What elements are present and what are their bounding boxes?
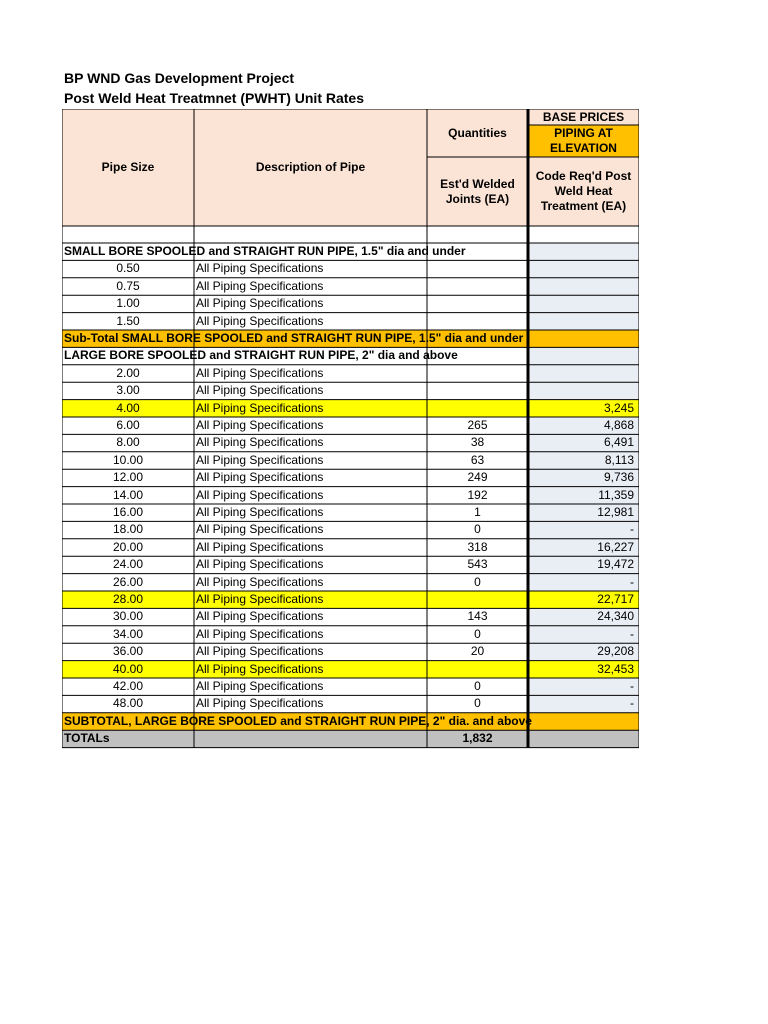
description-cell: All Piping Specifications <box>196 418 324 432</box>
description-cell: All Piping Specifications <box>196 365 324 380</box>
price-cell <box>528 365 639 382</box>
price-cell: 16,227 <box>528 539 639 556</box>
pipe-size-cell: 42.00 <box>112 679 144 693</box>
quantity-cell <box>427 295 528 312</box>
document-title: BP WND Gas Development Project <box>64 70 295 86</box>
quantity-cell: 0 <box>474 679 481 693</box>
price-cell: - <box>528 695 639 712</box>
quantity-cell: 0 <box>474 626 481 641</box>
description-cell: All Piping Specifications <box>196 278 324 293</box>
description-cell: All Piping Specifications <box>196 574 324 589</box>
header-description: Description of Pipe <box>194 109 427 226</box>
description-cell: All Piping Specifications <box>196 522 324 537</box>
pipe-size-cell: 48.00 <box>112 696 144 711</box>
pipe-size-cell: 4.00 <box>62 400 194 417</box>
description-cell: All Piping Specifications <box>196 383 324 398</box>
pipe-size-cell: 3.00 <box>116 383 140 398</box>
price-cell: 12,981 <box>528 504 639 521</box>
price-cell: 11,359 <box>528 487 639 504</box>
pipe-size-cell: 8.00 <box>116 435 140 450</box>
totals-label: TOTALs <box>62 730 194 747</box>
price-cell: - <box>528 626 639 643</box>
header-piping-elevation: PIPING AT ELEVATION <box>528 125 639 157</box>
pipe-size-cell: 0.50 <box>116 261 140 276</box>
section-header-large-bore: LARGE BORE SPOOLED and STRAIGHT RUN PIPE, 2" dia and above <box>64 348 458 363</box>
price-cell: 8,113 <box>528 452 639 469</box>
quantity-cell: 318 <box>467 539 488 554</box>
pipe-size-cell: 28.00 <box>62 591 194 608</box>
quantity-cell <box>427 591 528 608</box>
pipe-size-cell: 30.00 <box>112 609 144 624</box>
pipe-size-cell: 6.00 <box>116 418 140 432</box>
blank-cell <box>528 226 639 243</box>
document-subtitle: Post Weld Heat Treatmnet (PWHT) Unit Rates <box>64 90 365 106</box>
pipe-size-cell: 1.50 <box>116 313 140 328</box>
pipe-size-cell: 18.00 <box>112 522 144 537</box>
price-cell: 3,245 <box>528 400 639 417</box>
quantity-cell <box>427 313 528 330</box>
pipe-size-cell: 26.00 <box>112 574 144 589</box>
quantity-cell <box>427 400 528 417</box>
description-cell: All Piping Specifications <box>196 696 324 711</box>
pipe-size-cell: 14.00 <box>112 487 144 502</box>
price-cell <box>528 313 639 330</box>
description-cell: All Piping Specifications <box>196 557 324 572</box>
description-cell: All Piping Specifications <box>194 400 427 417</box>
price-cell: - <box>528 678 639 695</box>
price-cell: 32,453 <box>528 661 639 678</box>
quantity-cell: 0 <box>474 574 481 589</box>
totals-price-cell <box>528 730 639 747</box>
pipe-size-cell: 0.75 <box>116 278 140 293</box>
description-cell: All Piping Specifications <box>196 261 324 276</box>
subtotal-small-bore: Sub-Total SMALL BORE SPOOLED and STRAIGHT RUN PIPE, 1.5" dia and under <box>62 330 639 347</box>
pipe-size-cell: 1.00 <box>116 296 140 311</box>
blank-cell <box>427 226 528 243</box>
description-cell: All Piping Specifications <box>196 539 324 554</box>
quantity-cell <box>427 260 528 277</box>
description-cell: All Piping Specifications <box>196 487 324 502</box>
pipe-size-cell: 34.00 <box>112 626 144 641</box>
description-cell: All Piping Specifications <box>194 661 427 678</box>
totals-quantity: 1,832 <box>427 730 528 747</box>
pipe-size-cell: 10.00 <box>112 452 144 467</box>
pipe-size-cell: 36.00 <box>112 644 144 659</box>
description-cell: All Piping Specifications <box>196 626 324 641</box>
quantity-cell: 0 <box>474 696 481 711</box>
price-cell <box>528 382 639 399</box>
price-cell: 4,868 <box>528 417 639 434</box>
price-cell: 24,340 <box>528 608 639 625</box>
blank-cell <box>62 226 194 243</box>
price-cell: 9,736 <box>528 469 639 486</box>
description-cell: All Piping Specifications <box>196 313 324 328</box>
description-cell: All Piping Specifications <box>196 505 324 519</box>
price-cell: 22,717 <box>528 591 639 608</box>
pipe-size-cell: 20.00 <box>112 539 144 554</box>
price-cell: 6,491 <box>528 434 639 451</box>
header-welded-joints: Est'd Welded Joints (EA) <box>427 157 528 226</box>
quantity-cell <box>427 382 528 399</box>
quantity-cell: 543 <box>467 557 488 572</box>
pwht-rates-table <box>62 109 639 751</box>
quantity-cell: 0 <box>474 522 481 537</box>
price-cell: - <box>528 521 639 538</box>
quantity-cell: 20 <box>470 644 485 659</box>
description-cell: All Piping Specifications <box>196 296 324 311</box>
price-cell <box>528 295 639 312</box>
quantity-cell: 192 <box>467 487 488 502</box>
quantity-cell: 265 <box>467 418 488 432</box>
quantity-cell: 249 <box>467 470 488 485</box>
description-cell: All Piping Specifications <box>196 679 324 693</box>
description-cell: All Piping Specifications <box>196 452 324 467</box>
pipe-size-cell: 2.00 <box>116 365 140 380</box>
header-base-prices: BASE PRICES <box>528 109 639 125</box>
price-cell: 29,208 <box>528 643 639 660</box>
header-quantities: Quantities <box>427 109 528 157</box>
totals-description-cell <box>194 730 427 747</box>
pipe-size-cell: 24.00 <box>112 557 144 572</box>
description-cell: All Piping Specifications <box>196 435 324 450</box>
pipe-size-cell: 40.00 <box>62 661 194 678</box>
price-cell: - <box>528 574 639 591</box>
quantity-cell: 38 <box>470 435 485 450</box>
section-header-small-bore: SMALL BORE SPOOLED and STRAIGHT RUN PIPE, 1.5" dia and under <box>64 244 466 258</box>
description-cell: All Piping Specifications <box>196 470 324 485</box>
price-cell <box>528 260 639 277</box>
quantity-cell: 63 <box>470 452 485 467</box>
pipe-size-cell: 12.00 <box>112 470 144 485</box>
pipe-size-cell: 16.00 <box>112 505 144 519</box>
price-cell <box>528 278 639 295</box>
blank-cell <box>194 226 427 243</box>
header-pwht: Code Req'd Post Weld Heat Treatment (EA) <box>528 157 639 226</box>
description-cell: All Piping Specifications <box>196 609 324 624</box>
quantity-cell <box>427 365 528 382</box>
price-cell: 19,472 <box>528 556 639 573</box>
quantity-cell <box>427 278 528 295</box>
quantity-cell: 143 <box>467 609 488 624</box>
header-pipe-size: Pipe Size <box>62 109 194 226</box>
description-cell: All Piping Specifications <box>196 644 324 659</box>
quantity-cell: 1 <box>474 505 481 519</box>
description-cell: All Piping Specifications <box>194 591 427 608</box>
subtotal-large-bore: SUBTOTAL, LARGE BORE SPOOLED and STRAIGHT RUN PIPE, 2" dia. and above <box>62 713 639 730</box>
quantity-cell <box>427 661 528 678</box>
